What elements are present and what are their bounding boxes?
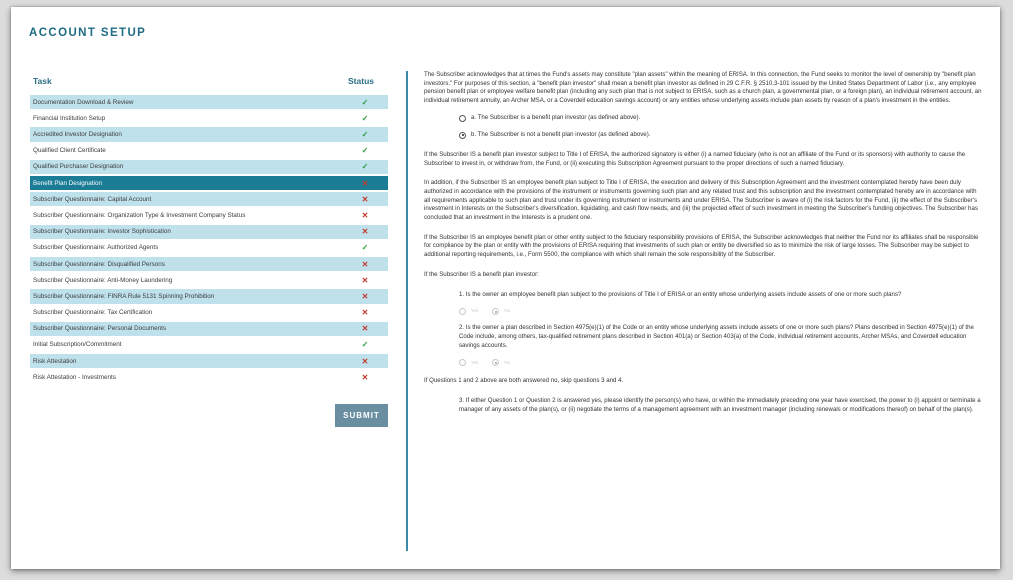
task-label: Subscriber Questionnaire: Investor Sophistication	[33, 228, 171, 236]
task-list	[30, 95, 388, 384]
question-3: 3. If either Question 1 or Question 2 is answered yes, please identify the person(s) who have, or within the immediately preceding one year have exercised, the power to (i) appoint or terminate a manager of any assets of the plan(s), or (ii) negotiate the terms of a management agreement with an investment manager (including renewals or modifications thereof) on behalf of the plan(s).	[459, 397, 981, 413]
task-label: Qualified Purchaser Designation	[33, 163, 124, 171]
task-row[interactable]	[30, 192, 388, 206]
x-icon: ✕	[361, 291, 369, 301]
task-label: Subscriber Questionnaire: Capital Account	[33, 195, 152, 203]
task-row[interactable]	[30, 289, 388, 303]
task-label: Benefit Plan Designation	[33, 179, 102, 187]
submit-button[interactable]: SUBMIT	[335, 404, 388, 427]
question-1-yes[interactable]	[459, 307, 478, 316]
x-icon: ✕	[361, 275, 369, 285]
option-a[interactable]	[459, 114, 984, 123]
task-row[interactable]	[30, 127, 388, 141]
task-label: Subscriber Questionnaire: FINRA Rule 5131 Spinning Prohibition	[33, 292, 215, 300]
authorization-paragraph: In addition, if the Subscriber IS an employee benefit plan subject to Title I of ERISA, the execution and delivery of this Subscription Agreement and the investment contemplated hereby have been duly authorized in accordance with the provisions of the instrument or instruments governing such plan and any related trust and this subscription and the investment contemplated hereby are in accordance with all requirements applicable to such plan and trust under its governing instrument or instruments and under ERISA. The Subscriber is aware of (i) the risk factors for the Fund, (ii) the effect of the Subscriber's investment in Interests on the Subscriber's diversification, liquidating, and cash flow needs, and (iii) the projected effect of such investment in meeting the Subscriber's funding objectives. The Subscriber has concluded that an investment in the Interests is a prudent one.	[424, 179, 978, 222]
task-row[interactable]	[30, 176, 388, 190]
question-2-no-label: No	[504, 359, 511, 365]
task-row[interactable]	[30, 208, 388, 222]
task-label: Subscriber Questionnaire: Organization Type & Investment Company Status	[33, 211, 246, 219]
question-1-answers	[459, 307, 984, 316]
task-label: Subscriber Questionnaire: Disqualified Persons	[33, 260, 165, 268]
question-2-no-radio[interactable]	[492, 359, 499, 366]
task-label: Financial Institution Setup	[33, 114, 106, 122]
fiduciary-paragraph: If the Subscriber IS a benefit plan investor subject to Title I of ERISA, the authorized signatory is either (i) a named fiduciary (who is not an affiliate of the Fund or its sponsors) with authority to cause the Subscriber to invest in, or withdraw from, the Fund, or (ii) executing this Subscription Agreement pursuant to the proper directions of such a named fiduciary.	[424, 150, 966, 167]
option-a-radio[interactable]	[459, 115, 466, 122]
x-icon: ✕	[361, 372, 369, 382]
check-icon: ✓	[361, 146, 369, 156]
question-2-yes[interactable]	[459, 359, 478, 368]
task-row[interactable]	[30, 225, 388, 239]
task-row[interactable]	[30, 322, 388, 336]
question-1-yes-label: Yes	[471, 308, 479, 314]
task-row[interactable]	[30, 370, 388, 384]
task-label: Accredited Investor Designation	[33, 131, 122, 139]
check-icon: ✓	[361, 243, 369, 253]
page-title: ACCOUNT SETUP	[29, 27, 147, 39]
task-row[interactable]	[30, 160, 388, 174]
task-label: Qualified Client Certificate	[33, 147, 106, 155]
task-row[interactable]	[30, 257, 388, 271]
option-b-radio[interactable]	[459, 132, 466, 139]
task-label: Subscriber Questionnaire: Anti-Money Laundering	[33, 276, 173, 284]
task-label: Risk Attestation	[33, 357, 77, 365]
task-label: Subscriber Questionnaire: Tax Certification	[33, 309, 153, 317]
x-icon: ✕	[361, 356, 369, 366]
benefit-plan-intro: If the Subscriber IS a benefit plan investor:	[424, 270, 539, 278]
status-column-header: Status	[348, 76, 374, 86]
account-setup-card	[11, 7, 1000, 569]
option-b[interactable]	[459, 131, 984, 140]
task-label: Initial Subscription/Commitment	[33, 341, 122, 349]
task-row[interactable]	[30, 354, 388, 368]
question-2-yes-label: Yes	[471, 359, 479, 365]
responsibility-paragraph: If the Subscriber IS an employee benefit plan or other entity subject to the fiduciary responsibility provisions of ERISA, the Subscriber acknowledges that neither the Fund nor its affiliates shall be responsible for compliance by the plan or entity with the provisions of ERISA requiring that investments of such plan or entity be diversified so as to minimize the risk of large losses. The Subscriber may be subject to additional reporting requirements, i.e., Form 5500, the compliance with which shall remain the sole responsibility of the Subscriber.	[424, 233, 979, 259]
check-icon: ✓	[361, 113, 369, 123]
task-row[interactable]	[30, 241, 388, 255]
option-b-label: b. The Subscriber is not a benefit plan investor (as defined above).	[471, 130, 651, 138]
task-row[interactable]	[30, 144, 388, 158]
x-icon: ✕	[361, 324, 369, 334]
option-a-label: a. The Subscriber is a benefit plan investor (as defined above).	[471, 113, 641, 121]
task-row[interactable]	[30, 111, 388, 125]
benefit-plan-content	[424, 71, 984, 414]
question-1-no-label: No	[504, 308, 511, 314]
question-2-answers	[459, 358, 984, 367]
x-icon: ✕	[361, 194, 369, 204]
task-label: Risk Attestation - Investments	[33, 373, 116, 381]
x-icon: ✕	[361, 227, 369, 237]
x-icon: ✕	[361, 259, 369, 269]
question-2: 2. Is the owner a plan described in Section 4975(e)(1) of the Code or an entity whose underlying assets include assets of one or more such plans? Plans described in Section 4975(e)(1) of the Code include, among others, tax-qualified retirement plans described in Section 401(a) or Section 403(a) of the Code, individual retirement accounts, Archer MSAs, and Coverdell education savings accounts.	[459, 324, 974, 349]
task-row[interactable]	[30, 95, 388, 109]
task-label: Subscriber Questionnaire: Authorized Agents	[33, 244, 159, 252]
task-panel	[30, 76, 388, 386]
question-1-yes-radio[interactable]	[459, 308, 466, 315]
task-column-header: Task	[33, 76, 52, 86]
x-icon: ✕	[361, 210, 369, 220]
panel-divider	[406, 71, 408, 551]
task-row[interactable]	[30, 338, 388, 352]
task-label: Subscriber Questionnaire: Personal Documents	[33, 325, 167, 333]
question-1: 1. Is the owner an employee benefit plan subject to the provisions of Title I of ERISA or an entity whose underlying assets include assets of one or more such plans?	[459, 290, 902, 298]
task-label: Documentation Download & Review	[33, 98, 134, 106]
question-2-no[interactable]	[492, 359, 510, 368]
task-table-header	[30, 76, 388, 90]
question-2-yes-radio[interactable]	[459, 359, 466, 366]
x-icon: ✕	[361, 178, 369, 188]
task-row[interactable]	[30, 273, 388, 287]
question-1-no-radio[interactable]	[492, 308, 499, 315]
check-icon: ✓	[361, 130, 369, 140]
skip-instruction: If Questions 1 and 2 above are both answered no, skip questions 3 and 4.	[424, 377, 624, 385]
x-icon: ✕	[361, 308, 369, 318]
question-1-no[interactable]	[492, 307, 510, 316]
task-row[interactable]	[30, 305, 388, 319]
check-icon: ✓	[361, 340, 369, 350]
intro-paragraph: The Subscriber acknowledges that at times the Fund's assets may constitute "plan assets" within the meaning of ERISA. In this connection, the Fund seeks to monitor the level of ownership by "benefit plan investors." For purposes of this section, a "benefit plan investor" shall mean a benefit plan investor as defined in 29 C.F.R. § 2510.3-101 issued by the United States Department of Labor (i.e., any employee pension benefit plan or employee welfare benefit plan (including any such plan that is not subject to ERISA, such as a church plan, a governmental plan, or a foreign plan), an individual retirement account, an individual retirement annuity, an Archer MSA, or a Coverdell education savings account) or any entities whose underlying assets include plan assets by reason of a plan's investment in the entities.	[424, 71, 982, 105]
check-icon: ✓	[361, 162, 369, 172]
check-icon: ✓	[361, 97, 369, 107]
